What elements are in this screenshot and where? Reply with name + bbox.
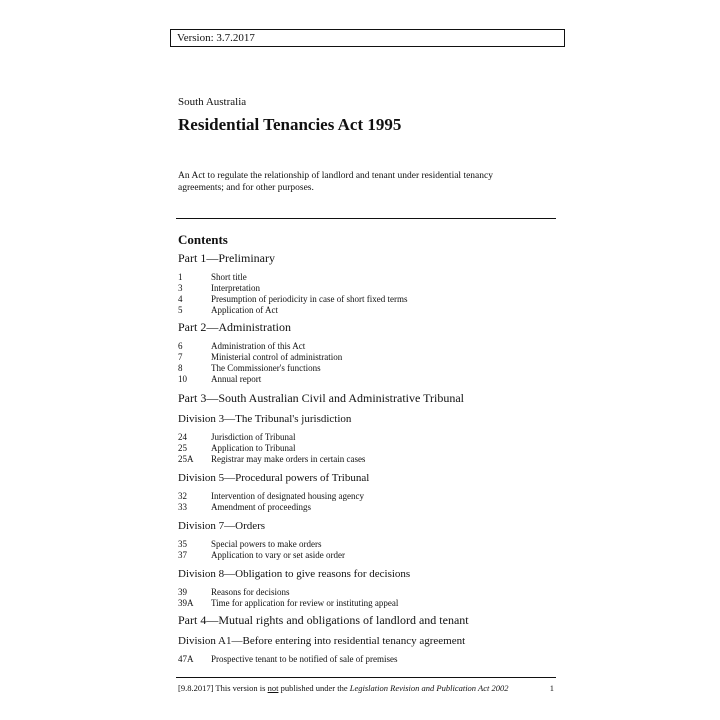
toc-entry-number: 24 (178, 432, 187, 442)
top-divider (176, 218, 556, 219)
toc-part-1: Part 1—Preliminary (178, 251, 275, 265)
footer-note (178, 683, 508, 694)
toc-entry[interactable] (178, 654, 558, 665)
jurisdiction: South Australia (178, 96, 247, 108)
footer-act-name: Legislation Revision and Publication Act 2002 (349, 683, 509, 693)
toc-part-4: Part 4—Mutual rights and obligations of landlord and tenant (178, 613, 469, 627)
toc-entry-title: Time for application for review or instituting appeal (211, 598, 399, 608)
toc-entry[interactable] (178, 598, 558, 609)
toc-part-2: Part 2—Administration (178, 320, 291, 334)
act-title: Residential Tenancies Act 1995 (178, 115, 402, 134)
toc-entry[interactable] (178, 341, 558, 352)
toc-entry-number: 32 (178, 491, 187, 501)
footer-not: not (267, 683, 279, 693)
toc-entry[interactable] (178, 294, 558, 305)
toc-division-7: Division 7—Orders (178, 520, 266, 532)
toc-entry-title: Reasons for decisions (211, 587, 290, 597)
toc-entry-title: The Commissioner's functions (211, 363, 321, 373)
toc-entry-number: 1 (178, 272, 183, 282)
toc-division-7-entries (178, 539, 558, 561)
toc-entry[interactable] (178, 272, 558, 283)
toc-entry-number: 39 (178, 587, 187, 597)
toc-entry[interactable] (178, 432, 558, 443)
toc-entry[interactable] (178, 550, 558, 561)
toc-entry-number: 7 (178, 352, 183, 362)
toc-entry-number: 25 (178, 443, 187, 453)
toc-entry-title: Administration of this Act (211, 341, 306, 351)
toc-entry-title: Presumption of periodicity in case of short fixed terms (211, 294, 408, 304)
toc-entry-title: Application to vary or set aside order (211, 550, 345, 560)
version-box (170, 29, 565, 47)
toc-entry[interactable] (178, 283, 558, 294)
page-footer (178, 683, 554, 694)
toc-entry-number: 47A (178, 654, 194, 664)
toc-entry-title: Registrar may make orders in certain cases (211, 454, 366, 464)
toc-entry-title: Ministerial control of administration (211, 352, 343, 362)
toc-division-3-entries (178, 432, 558, 465)
toc-entry[interactable] (178, 352, 558, 363)
toc-entry-title: Special powers to make orders (211, 539, 322, 549)
toc-entry-title: Interpretation (211, 283, 260, 293)
toc-entry-title: Short title (211, 272, 247, 282)
page-number: 1 (549, 683, 554, 693)
toc-entry-number: 3 (178, 283, 183, 293)
toc-entry-title: Application of Act (211, 305, 278, 315)
toc-entry[interactable] (178, 454, 558, 465)
bottom-divider (176, 677, 556, 678)
footer-text-a: This version is (213, 683, 268, 693)
toc-entry-number: 5 (178, 305, 183, 315)
toc-entry-number: 39A (178, 598, 194, 608)
toc-entry[interactable] (178, 305, 558, 316)
toc-entry[interactable] (178, 443, 558, 454)
toc-entry[interactable] (178, 491, 558, 502)
toc-entry-title: Annual report (211, 374, 262, 384)
toc-entry-title: Prospective tenant to be notified of sale of premises (211, 654, 398, 664)
toc-entry-title: Application to Tribunal (211, 443, 296, 453)
toc-division-5: Division 5—Procedural powers of Tribunal (178, 472, 370, 484)
toc-entry-number: 10 (178, 374, 187, 384)
footer-text-b: published under the (278, 683, 350, 693)
toc-entry-number: 6 (178, 341, 183, 351)
toc-division-8: Division 8—Obligation to give reasons for decisions (178, 568, 411, 580)
toc-entry[interactable] (178, 502, 558, 513)
toc-part-2-entries (178, 341, 558, 385)
footer-date: [9.8.2017] (178, 683, 214, 693)
toc-entry[interactable] (178, 363, 558, 374)
toc-entry-number: 4 (178, 294, 183, 304)
toc-entry-number: 37 (178, 550, 187, 560)
toc-entry[interactable] (178, 539, 558, 550)
toc-entry-number: 35 (178, 539, 187, 549)
contents-heading: Contents (178, 232, 228, 247)
toc-entry-title: Amendment of proceedings (211, 502, 311, 512)
toc-entry-number: 33 (178, 502, 187, 512)
toc-entry[interactable] (178, 374, 558, 385)
toc-entry[interactable] (178, 587, 558, 598)
version-label: Version: 3.7.2017 (177, 32, 255, 44)
toc-entry-number: 25A (178, 454, 194, 464)
toc-entry-title: Intervention of designated housing agency (211, 491, 364, 501)
toc-division-8-entries (178, 587, 558, 609)
toc-part-3: Part 3—South Australian Civil and Administrative Tribunal (178, 391, 465, 405)
long-title: An Act to regulate the relationship of landlord and tenant under residential tenancy agreements; and for other purposes. (178, 171, 493, 193)
toc-part-1-entries (178, 272, 558, 316)
table-of-contents (178, 251, 558, 669)
toc-division-3: Division 3—The Tribunal's jurisdiction (178, 413, 352, 425)
toc-entry-number: 8 (178, 363, 183, 373)
toc-division-a1-entries (178, 654, 558, 665)
toc-division-a1: Division A1—Before entering into residential tenancy agreement (178, 635, 466, 647)
toc-entry-title: Jurisdiction of Tribunal (211, 432, 296, 442)
toc-division-5-entries (178, 491, 558, 513)
